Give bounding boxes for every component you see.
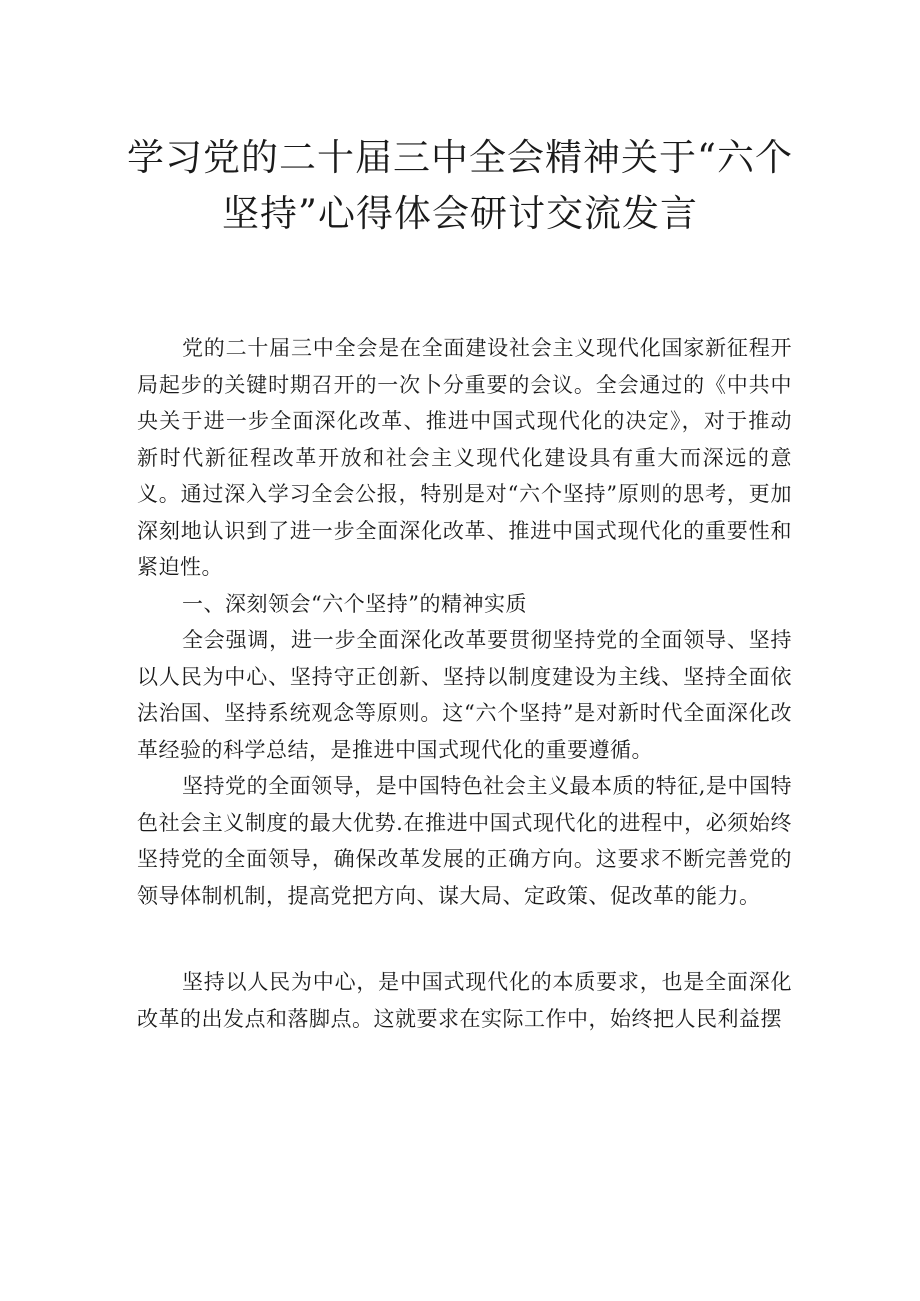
paragraph-gap	[137, 914, 792, 964]
section-heading: 一、深刻领会“六个坚持”的精神实质	[182, 591, 527, 616]
paragraph-intro: 党的二十届三中全会是在全面建设社会主义现代化国家新征程开局起步的关键时期召开的一次卜分重要的会议。全会通过的《中共中央关于进一步全面深化改革、推进中国式现代化的决定》，对于推动新时代新征程改革开放和社会主义现代化建设具有重大而深远的意义。通过深入学习全会公报，特别是对“六个坚持”原则的思考，更加深刻地认识到了进一步全面深化改革、推进中国式现代化的重要性和紧迫性。	[137, 336, 792, 579]
paragraph-people-centered: 坚持以人民为中心，是中国式现代化的本质要求，也是全面深化改革的出发点和落脚点。这就要求在实际工作中，始终把人民利益摆	[137, 970, 792, 1031]
paragraph-party-leadership: 坚持党的全面领导，是中国特色社会主义最本质的特征,是中国特色社会主义制度的最大优势.在推进中国式现代化的进程中，必须始终坚持党的全面领导，确保改革发展的正确方向。这要求不断完善党的领导体制机制，提高党把方向、谋大局、定政策、促改革的能力。	[137, 774, 792, 908]
document-title	[120, 130, 800, 242]
title-line-2: 坚持”心得体会研讨交流发言	[222, 192, 698, 235]
title-line-1: 学习党的二十届三中全会精神关于“六个	[127, 136, 793, 179]
paragraph-six-principles: 全会强调，进一步全面深化改革要贯彻坚持党的全面领导、坚持以人民为中心、坚持守正创新、坚持以制度建设为主线、坚持全面依法治国、坚持系统观念等原则。这“六个坚持”是对新时代全面深化改革经验的科学总结，是推进中国式现代化的重要遵循。	[137, 628, 792, 762]
document-body	[137, 330, 792, 1037]
